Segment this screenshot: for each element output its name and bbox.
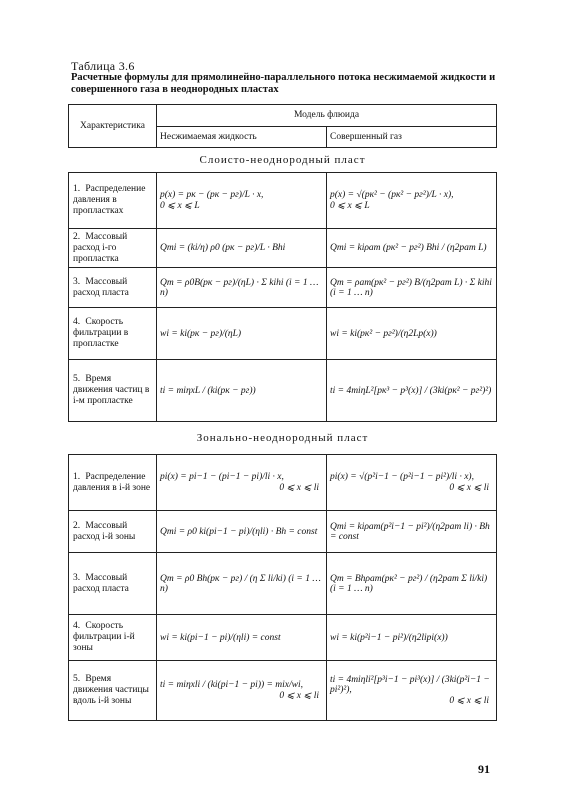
formula-table xyxy=(68,104,497,721)
table-caption: Расчетные формулы для прямолинейно-параллельного потока несжимаемой жидкости и совершенного газа в неоднородных пластах xyxy=(71,72,496,95)
page-number: 91 xyxy=(478,762,490,776)
liquid-formula: wi = ki(pi−1 − pi)/(ηli) = const xyxy=(157,615,327,661)
row-label: 3. Массовый расход пласта xyxy=(69,553,157,615)
liquid-formula: Qmi = ρ0 ki(pi−1 − pi)/(ηli) · Bh = const xyxy=(157,511,327,553)
row-label: 5. Время движения частицы вдоль i-й зоны xyxy=(69,661,157,721)
liquid-formula: Qm = ρ0 Bh(pк − pг) / (η Σ li/ki) (i = 1 … n) xyxy=(157,553,327,615)
gas-formula: p(x) = √(pк² − (pк² − pг²)/L · x), 0 ⩽ x ⩽ L xyxy=(327,173,497,229)
table-row xyxy=(69,360,497,422)
table-row xyxy=(69,615,497,661)
gas-formula: Qmi = kiρат(p²i−1 − pi²)/(η2pат li) · Bh = const xyxy=(327,511,497,553)
row-label: 1. Распределение давления в i-й зоне xyxy=(69,455,157,511)
header-gas: Совершенный газ xyxy=(327,126,497,148)
table-row xyxy=(69,308,497,360)
table-row xyxy=(69,455,497,511)
gas-formula: Qm = Bhρат(pк² − pг²) / (η2pат Σ li/ki) (i = 1 … n) xyxy=(327,553,497,615)
liquid-formula: wi = ki(pк − pг)/(ηL) xyxy=(157,308,327,360)
gas-formula: Qmi = kiρат (pк² − pг²) Bhi / (η2pат L) xyxy=(327,229,497,268)
gas-formula: ti = 4miηL²[pк³ − p³(x)] / (3ki(pк² − pг²)²) xyxy=(327,360,497,422)
liquid-formula: pi(x) = pi−1 − (pi−1 − pi)/li · x, 0 ⩽ x ⩽ li xyxy=(157,455,327,511)
row-label: 5. Время движения частиц в i-м пропластке xyxy=(69,360,157,422)
table-row xyxy=(69,661,497,721)
row-label: 2. Массовый расход i-й зоны xyxy=(69,511,157,553)
liquid-formula: Qmi = (ki/η) ρ0 (pк − pг)/L · Bhi xyxy=(157,229,327,268)
liquid-formula: Qm = ρ0B(pк − pг)/(ηL) · Σ kihi (i = 1 … n) xyxy=(157,268,327,308)
liquid-formula: ti = miηxli / (ki(pi−1 − pi)) = mix/wi, 0 ⩽ x ⩽ li xyxy=(157,661,327,721)
gas-formula: Qm = ρат(pк² − pг²) B/(η2pат L) · Σ kihi (i = 1 … n) xyxy=(327,268,497,308)
section-row xyxy=(69,422,497,455)
gas-formula: ti = 4miηli²[p³i−1 − pi³(x)] / (3ki(p²i−1 − pi²)²), 0 ⩽ x ⩽ li xyxy=(327,661,497,721)
table-label: Таблица 3.6 xyxy=(71,59,135,73)
table-row xyxy=(69,173,497,229)
table-row xyxy=(69,229,497,268)
row-label: 3. Массовый расход пласта xyxy=(69,268,157,308)
row-label: 1. Распределение давления в пропластках xyxy=(69,173,157,229)
table-row xyxy=(69,268,497,308)
liquid-formula: p(x) = pк − (pк − pг)/L · x, 0 ⩽ x ⩽ L xyxy=(157,173,327,229)
gas-formula: wi = ki(pк² − pг²)/(η2Lp(x)) xyxy=(327,308,497,360)
row-label: 4. Скорость фильтрации i-й зоны xyxy=(69,615,157,661)
section-title: Зонально-неоднородный пласт xyxy=(69,422,497,455)
section-row xyxy=(69,148,497,173)
table-row xyxy=(69,511,497,553)
header-characteristic: Характеристика xyxy=(69,105,157,148)
gas-formula: pi(x) = √(p²i−1 − (p²i−1 − pi²)/li · x), 0 ⩽ x ⩽ li xyxy=(327,455,497,511)
header-fluid-model: Модель флюида xyxy=(157,105,497,127)
row-label: 4. Скорость фильтрации в пропластке xyxy=(69,308,157,360)
section-title: Слоисто-неоднородный пласт xyxy=(69,148,497,173)
gas-formula: wi = ki(p²i−1 − pi²)/(η2lipi(x)) xyxy=(327,615,497,661)
header-liquid: Несжимаемая жидкость xyxy=(157,126,327,148)
liquid-formula: ti = miηxL / (ki(pк − pг)) xyxy=(157,360,327,422)
table-row xyxy=(69,553,497,615)
row-label: 2. Массовый расход i-го пропластка xyxy=(69,229,157,268)
